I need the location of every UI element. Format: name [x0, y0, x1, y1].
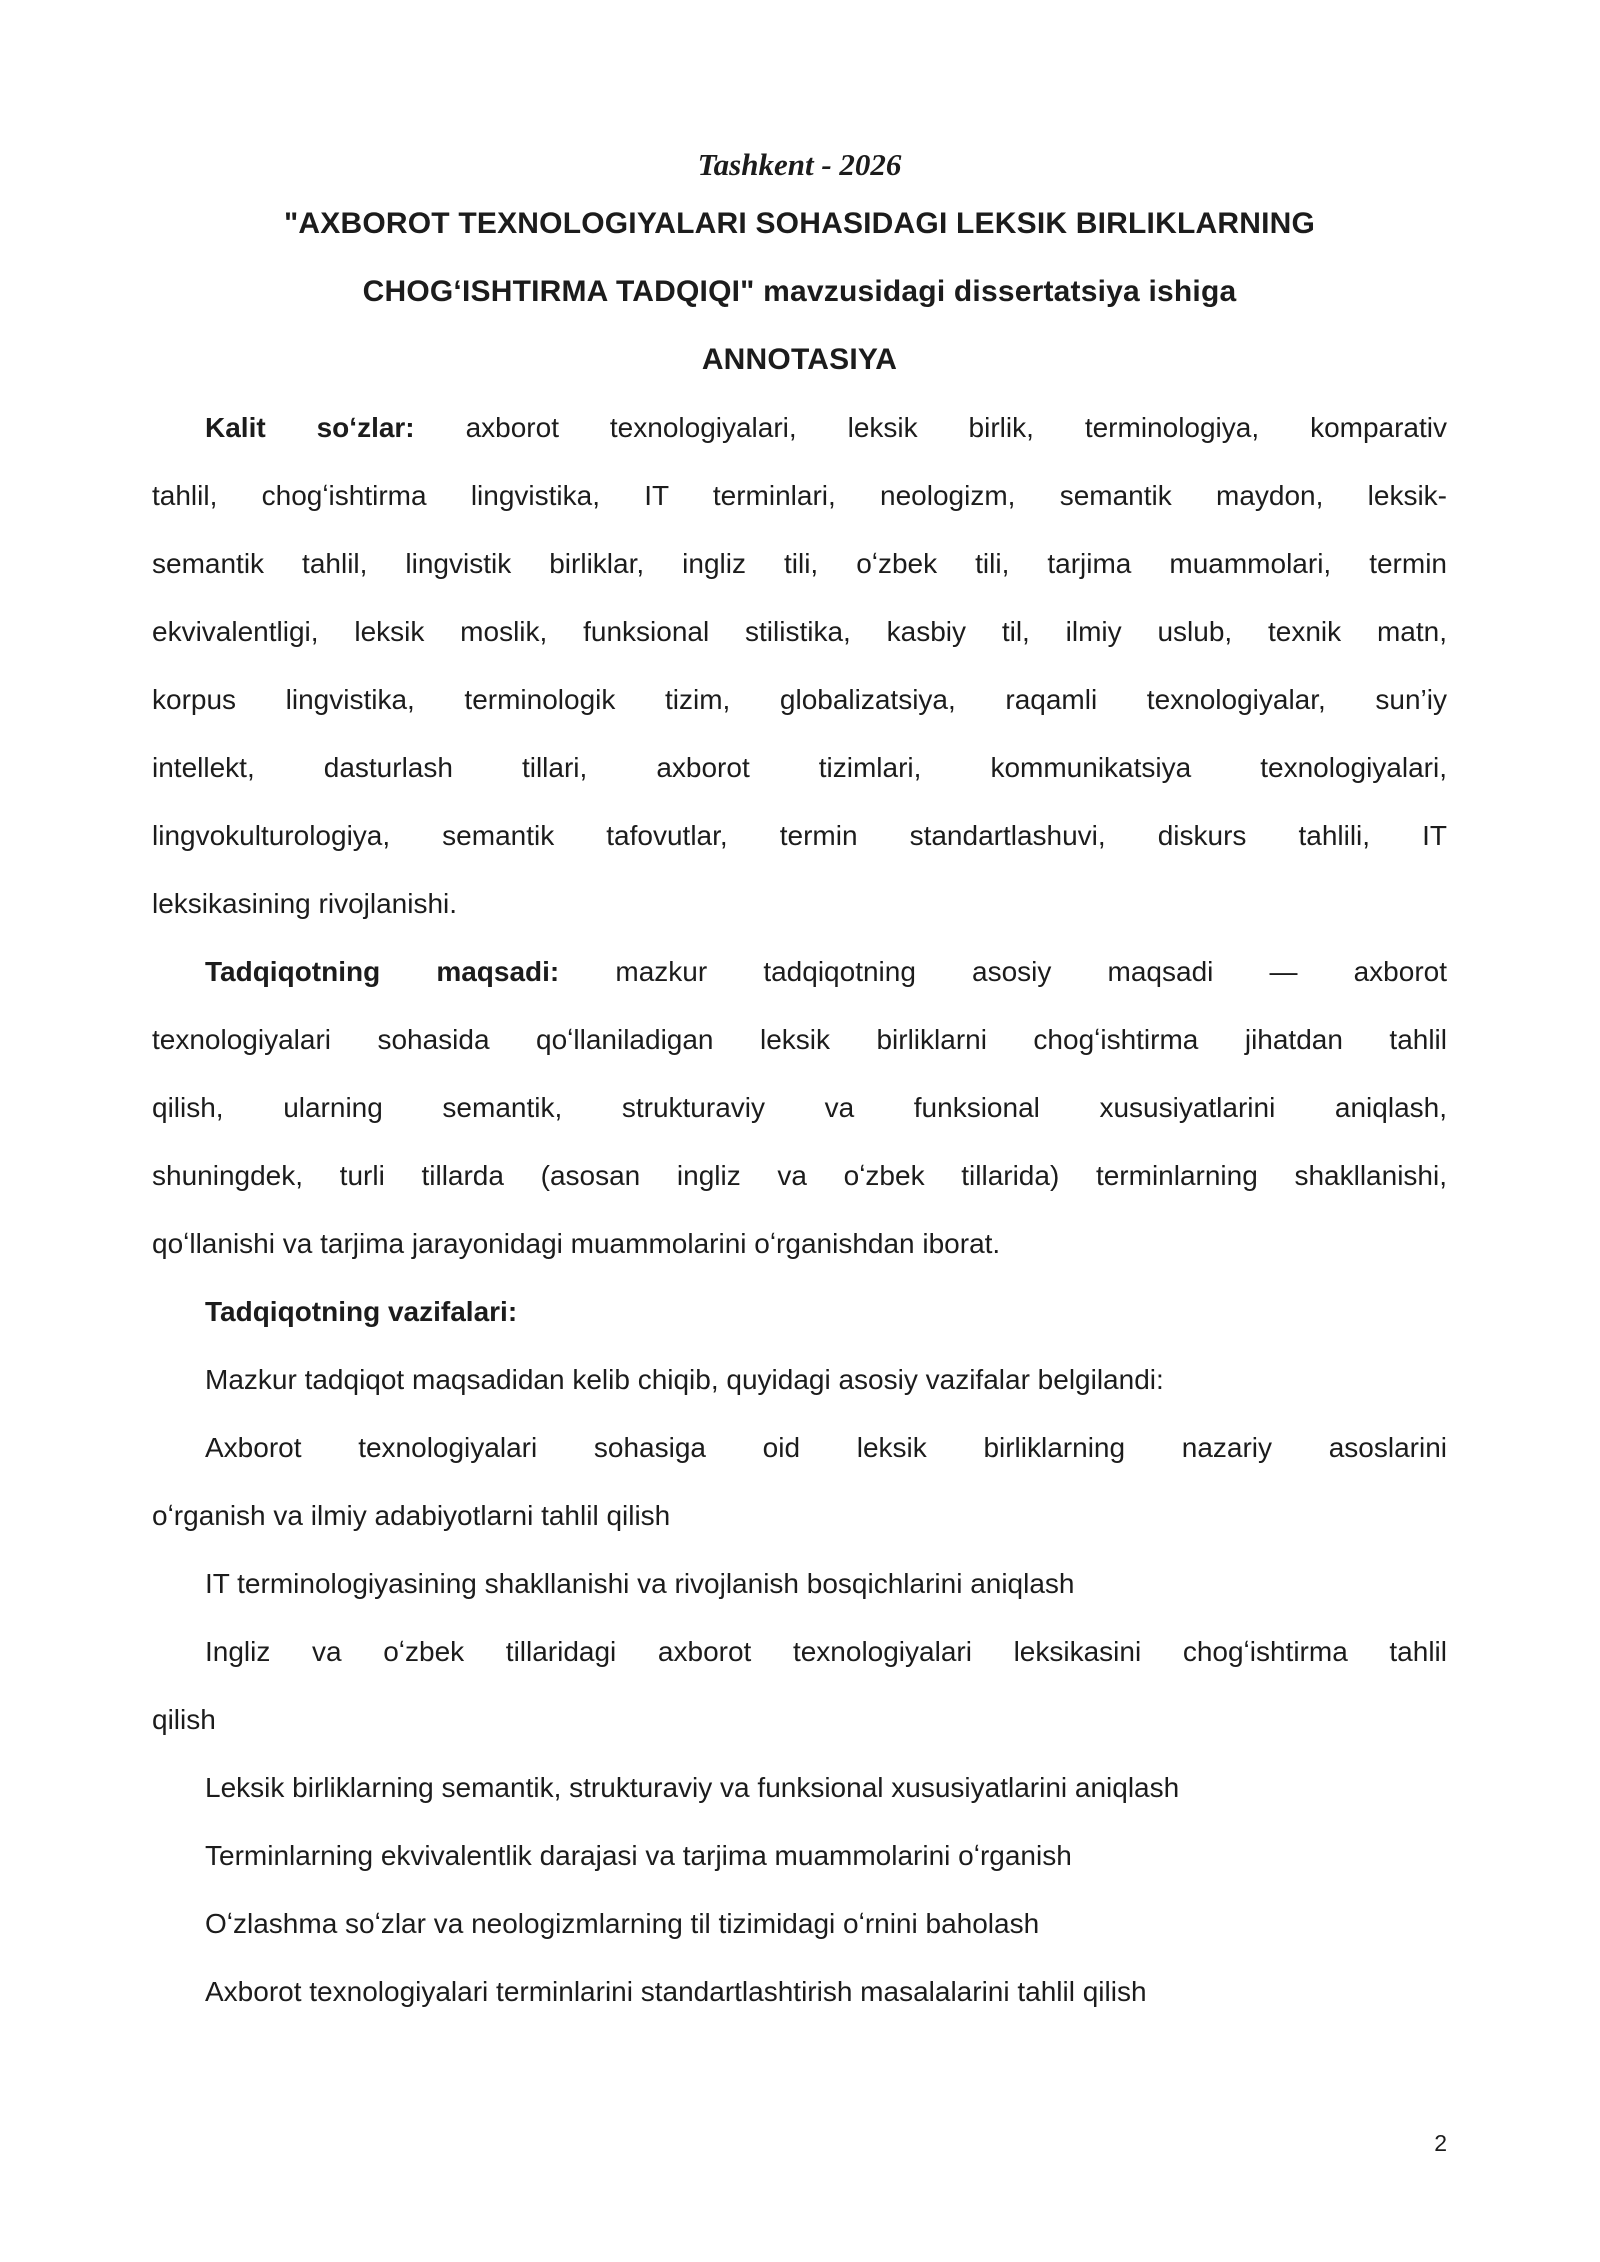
keywords-paragraph-line-3: semantik tahlil, lingvistik birliklar, ingliz tili, oʻzbek tili, tarjima muammolari, termin	[152, 548, 1447, 579]
city-year-line: Tashkent - 2026	[697, 147, 902, 182]
tasks-heading: Tadqiqotning vazifalari:	[205, 1296, 518, 1327]
keywords-paragraph-line-2: tahlil, chogʻishtirma lingvistika, IT terminlari, neologizm, semantik maydon, leksik-	[152, 480, 1447, 511]
task-item-1-line-1: Axborot texnologiyalari sohasiga oid leksik birliklarning nazariy asoslarini	[205, 1432, 1447, 1463]
task-item-3-line-1: Ingliz va oʻzbek tillaridagi axborot texnologiyalari leksikasini chogʻishtirma tahlil	[205, 1636, 1447, 1667]
task-item-4: Leksik birliklarning semantik, strukturaviy va funksional xususiyatlarini aniqlash	[205, 1772, 1180, 1803]
task-item-6: Oʻzlashma soʻzlar va neologizmlarning til tizimidagi oʻrnini baholash	[205, 1908, 1040, 1939]
keywords-paragraph-line-8: leksikasining rivojlanishi.	[152, 888, 458, 919]
task-item-1-line-2: oʻrganish va ilmiy adabiyotlarni tahlil qilish	[152, 1500, 671, 1531]
keywords-paragraph-line-4: ekvivalentligi, leksik moslik, funksional stilistika, kasbiy til, ilmiy uslub, texnik matn,	[152, 616, 1447, 647]
purpose-paragraph-line-2: texnologiyalari sohasida qoʻllaniladigan leksik birliklarni chogʻishtirma jihatdan tahlil	[152, 1024, 1447, 1055]
tasks-intro: Mazkur tadqiqot maqsadidan kelib chiqib, quyidagi asosiy vazifalar belgilandi:	[205, 1364, 1164, 1395]
purpose-paragraph-line-5: qoʻllanishi va tarjima jarayonidagi muammolarini oʻrganishdan iborat.	[152, 1228, 1001, 1259]
page-number: 2	[1434, 2130, 1447, 2156]
keywords-label: Kalit soʻzlar:	[205, 412, 415, 443]
purpose-label: Tadqiqotning maqsadi:	[205, 956, 560, 987]
dissertation-title-line-1: "AXBOROT TEXNOLOGIYALARI SOHASIDAGI LEKSIK BIRLIKLARNING	[283, 207, 1316, 240]
keywords-paragraph-line-7: lingvokulturologiya, semantik tafovutlar, termin standartlashuvi, diskurs tahlili, IT	[152, 820, 1447, 851]
keywords-paragraph-line-6: intellekt, dasturlash tillari, axborot tizimlari, kommunikatsiya texnologiyalari,	[152, 752, 1447, 783]
task-item-5: Terminlarning ekvivalentlik darajasi va tarjima muammolarini oʻrganish	[205, 1840, 1072, 1871]
task-item-7: Axborot texnologiyalari terminlarini standartlashtirish masalalarini tahlil qilish	[205, 1976, 1147, 2007]
dissertation-title-line-2: CHOGʻISHTIRMA TADQIQI" mavzusidagi dissertatsiya ishiga	[362, 275, 1237, 308]
purpose-text: mazkur tadqiqotning asosiy maqsadi — axborot	[615, 956, 1448, 987]
keywords-paragraph-line-1	[152, 394, 1447, 462]
purpose-paragraph-line-3: qilish, ularning semantik, strukturaviy va funksional xususiyatlarini aniqlash,	[152, 1092, 1447, 1123]
keywords-text: axborot texnologiyalari, leksik birlik, terminologiya, komparativ	[465, 412, 1448, 443]
keywords-paragraph-line-5: korpus lingvistika, terminologik tizim, globalizatsiya, raqamli texnologiyalar, sun’iy	[152, 684, 1447, 715]
purpose-paragraph-line-1	[152, 938, 1447, 1006]
task-item-2: IT terminologiyasining shakllanishi va rivojlanish bosqichlarini aniqlash	[205, 1568, 1075, 1599]
task-item-3-line-2: qilish	[152, 1704, 216, 1735]
purpose-paragraph-line-4: shuningdek, turli tillarda (asosan ingliz va oʻzbek tillarida) terminlarning shakllanishi,	[152, 1160, 1447, 1191]
text-column	[152, 140, 1447, 2026]
annotation-heading: ANNOTASIYA	[701, 343, 898, 376]
